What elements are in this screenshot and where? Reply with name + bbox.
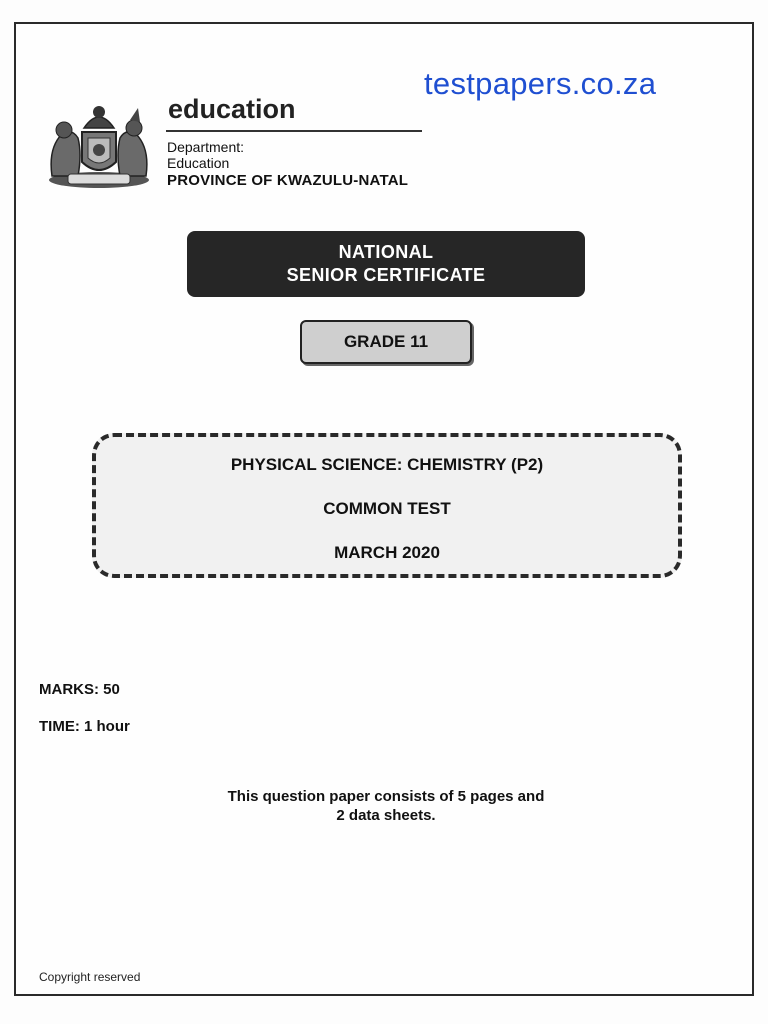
department-label: Department: (167, 139, 245, 155)
grade-badge (300, 320, 472, 364)
province-name: PROVINCE OF KWAZULU-NATAL (167, 172, 409, 189)
consists-line-1: This question paper consists of 5 pages and (227, 788, 545, 805)
time-info: TIME: 1 hour (39, 718, 130, 735)
site-watermark-link[interactable]: testpapers.co.za (424, 66, 657, 101)
test-date: MARCH 2020 (334, 543, 440, 562)
paper-consists-note (186, 787, 586, 825)
subject-panel (92, 433, 682, 578)
department-name: Education (167, 155, 230, 171)
header-divider (166, 130, 422, 132)
marks-info: MARKS: 50 (39, 681, 120, 698)
copyright-notice: Copyright reserved (39, 970, 141, 984)
banner-line-2: SENIOR CERTIFICATE (286, 265, 486, 285)
consists-line-2: 2 data sheets. (336, 807, 436, 824)
education-wordmark: education (168, 94, 296, 124)
nsc-banner (187, 231, 585, 297)
subject-title: PHYSICAL SCIENCE: CHEMISTRY (P2) (230, 455, 544, 474)
test-type: COMMON TEST (323, 499, 451, 518)
kzn-coat-of-arms-icon (44, 98, 154, 194)
grade-label: GRADE 11 (343, 332, 429, 351)
banner-line-1: NATIONAL (338, 242, 434, 262)
